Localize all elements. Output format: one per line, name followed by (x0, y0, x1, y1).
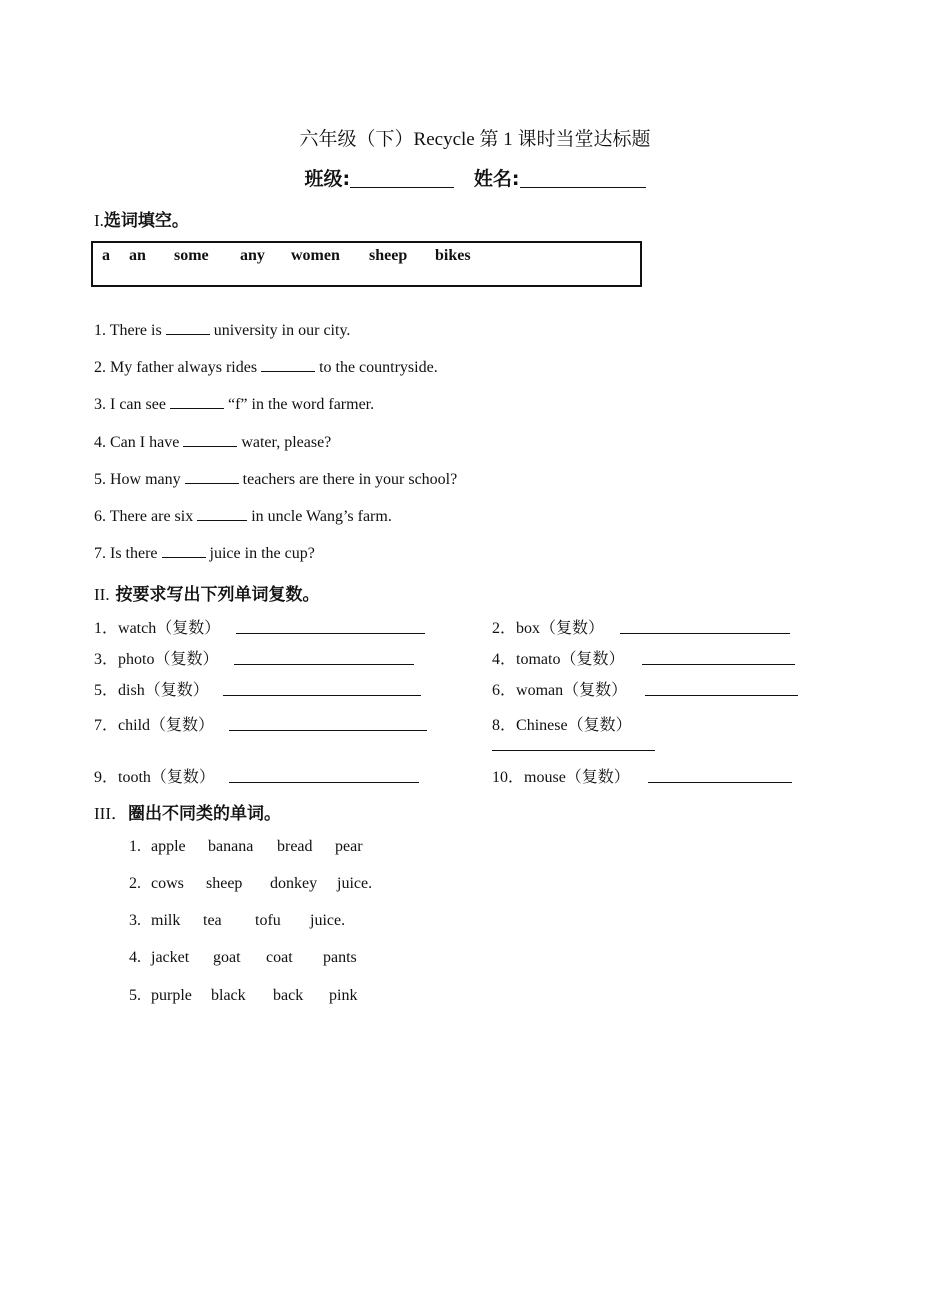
item-word: mouse (524, 769, 566, 786)
row-number: 4. (129, 949, 141, 966)
section-3-number: III． (94, 804, 128, 823)
plural-item-2 (492, 615, 604, 638)
plural-item-8 (492, 712, 632, 735)
answer-line[interactable] (620, 633, 790, 634)
section-2-title: 按要求写出下列单词复数。 (115, 585, 320, 605)
answer-blank[interactable] (166, 320, 210, 335)
word-option[interactable]: goat (213, 949, 241, 966)
answer-line[interactable] (645, 695, 798, 696)
class-input-line[interactable] (350, 167, 454, 188)
fill-question-6 (94, 506, 392, 526)
item-hint: （复数） (154, 649, 219, 668)
question-text: “f” in the word farmer. (223, 396, 375, 413)
answer-blank[interactable] (170, 394, 224, 409)
name-input-line[interactable] (520, 167, 646, 188)
section-1-title: 选词填空。 (103, 211, 189, 231)
answer-line[interactable] (648, 782, 792, 783)
item-word: child (118, 717, 151, 734)
question-text: 2. My father always rides (94, 359, 262, 376)
word-option[interactable]: cows (151, 875, 184, 892)
answer-line[interactable] (642, 664, 795, 665)
word-option[interactable]: coat (266, 949, 293, 966)
word-option[interactable]: tofu (255, 912, 281, 929)
fill-question-2 (94, 357, 438, 377)
row-number: 3. (129, 912, 141, 929)
item-hint: （复数） (560, 649, 625, 668)
fill-question-5 (94, 469, 457, 489)
word-bank-word: bikes (435, 247, 471, 264)
item-number: 5． (94, 682, 119, 699)
odd-one-out-row-5 (129, 987, 358, 1005)
word-option[interactable]: pear (335, 838, 363, 855)
item-word: photo (118, 651, 155, 668)
section-1-number: I. (94, 211, 104, 230)
word-option[interactable]: juice. (337, 875, 373, 892)
plural-item-7 (94, 712, 214, 735)
answer-line[interactable] (229, 782, 419, 783)
item-word: box (516, 620, 541, 637)
item-hint: （复数） (150, 715, 215, 734)
word-bank-word: any (240, 247, 265, 264)
word-option[interactable]: purple (151, 987, 192, 1004)
item-word: watch (118, 620, 157, 637)
answer-line[interactable] (492, 750, 655, 751)
section-1-heading (94, 206, 189, 231)
word-option[interactable]: jacket (151, 949, 190, 966)
word-bank-word: some (174, 247, 209, 264)
plural-item-5 (94, 677, 209, 700)
question-text: juice in the cup? (205, 545, 315, 562)
class-label: 班级: (304, 168, 351, 190)
question-text: teachers are there in your school? (238, 471, 458, 488)
fill-question-1 (94, 320, 350, 340)
odd-one-out-row-1 (129, 838, 363, 856)
section-2-number: II. (94, 585, 110, 604)
item-hint: （复数） (565, 767, 630, 786)
answer-line[interactable] (236, 633, 425, 634)
section-3-title: 圈出不同类的单词。 (127, 804, 281, 824)
item-hint: （复数） (563, 680, 628, 699)
name-label: 姓名: (473, 168, 520, 190)
plural-item-6 (492, 677, 627, 700)
plural-item-9 (94, 764, 215, 787)
row-number: 5. (129, 987, 141, 1004)
word-option[interactable]: apple (151, 838, 186, 855)
plural-item-1 (94, 615, 220, 638)
item-number: 4． (492, 651, 517, 668)
word-option[interactable]: tea (203, 912, 222, 929)
question-text: water, please? (237, 434, 332, 451)
item-number: 7． (94, 717, 119, 734)
item-number: 2． (492, 620, 517, 637)
item-word: Chinese (516, 717, 568, 734)
item-hint: （复数） (150, 767, 215, 786)
fill-question-7 (94, 543, 315, 563)
word-bank-box (91, 241, 642, 287)
item-number: 9． (94, 769, 119, 786)
section-3-heading (94, 799, 281, 824)
page-title: 六年级（下）Recycle 第 1 课时当堂达标题 (299, 129, 651, 150)
word-option[interactable]: black (211, 987, 246, 1004)
answer-blank[interactable] (261, 357, 315, 372)
answer-line[interactable] (234, 664, 414, 665)
item-hint: （复数） (156, 618, 221, 637)
question-text: 7. Is there (94, 545, 162, 562)
fill-question-3 (94, 394, 374, 414)
word-option[interactable]: donkey (270, 875, 318, 892)
word-option[interactable]: sheep (206, 875, 243, 892)
word-option[interactable]: banana (208, 838, 254, 855)
question-text: 4. Can I have (94, 434, 184, 451)
word-option[interactable]: pants (323, 949, 357, 966)
answer-blank[interactable] (162, 543, 206, 558)
question-text: in uncle Wang’s farm. (247, 508, 392, 525)
word-option[interactable]: milk (151, 912, 181, 929)
question-text: 5. How many (94, 471, 185, 488)
item-number: 3． (94, 651, 119, 668)
word-bank-word: an (129, 247, 146, 264)
word-option[interactable]: juice. (310, 912, 346, 929)
question-text: 6. There are six (94, 508, 198, 525)
odd-one-out-row-4 (129, 949, 357, 967)
word-bank-word: a (102, 247, 110, 264)
question-text: 3. I can see (94, 396, 170, 413)
answer-blank[interactable] (185, 469, 239, 484)
answer-line[interactable] (229, 730, 427, 731)
item-hint: （复数） (567, 715, 632, 734)
row-number: 2. (129, 875, 141, 892)
answer-line[interactable] (223, 695, 421, 696)
word-bank-word: women (291, 247, 340, 264)
row-number: 1. (129, 838, 141, 855)
name-class-row (0, 164, 950, 191)
plural-item-10 (492, 764, 630, 787)
item-word: woman (516, 682, 564, 699)
item-number: 1． (94, 620, 119, 637)
item-hint: （复数） (144, 680, 209, 699)
item-number: 8． (492, 717, 517, 734)
word-bank-word: sheep (369, 247, 408, 264)
section-2-heading (94, 580, 320, 605)
item-word: tomato (516, 651, 561, 668)
word-option[interactable]: bread (277, 838, 313, 855)
odd-one-out-row-2 (129, 875, 373, 893)
item-hint: （复数） (540, 618, 605, 637)
item-number: 6． (492, 682, 517, 699)
item-word: dish (118, 682, 145, 699)
question-text: university in our city. (209, 322, 351, 339)
question-text: to the countryside. (315, 359, 438, 376)
fill-question-4 (94, 432, 331, 452)
word-option[interactable]: pink (329, 987, 358, 1004)
plural-item-3 (94, 646, 218, 669)
plural-item-4 (492, 646, 624, 669)
item-number: 10． (492, 769, 525, 786)
item-word: tooth (118, 769, 151, 786)
answer-blank[interactable] (197, 506, 247, 521)
question-text: 1. There is (94, 322, 166, 339)
odd-one-out-row-3 (129, 912, 346, 930)
answer-blank[interactable] (183, 432, 237, 447)
word-option[interactable]: back (273, 987, 304, 1004)
